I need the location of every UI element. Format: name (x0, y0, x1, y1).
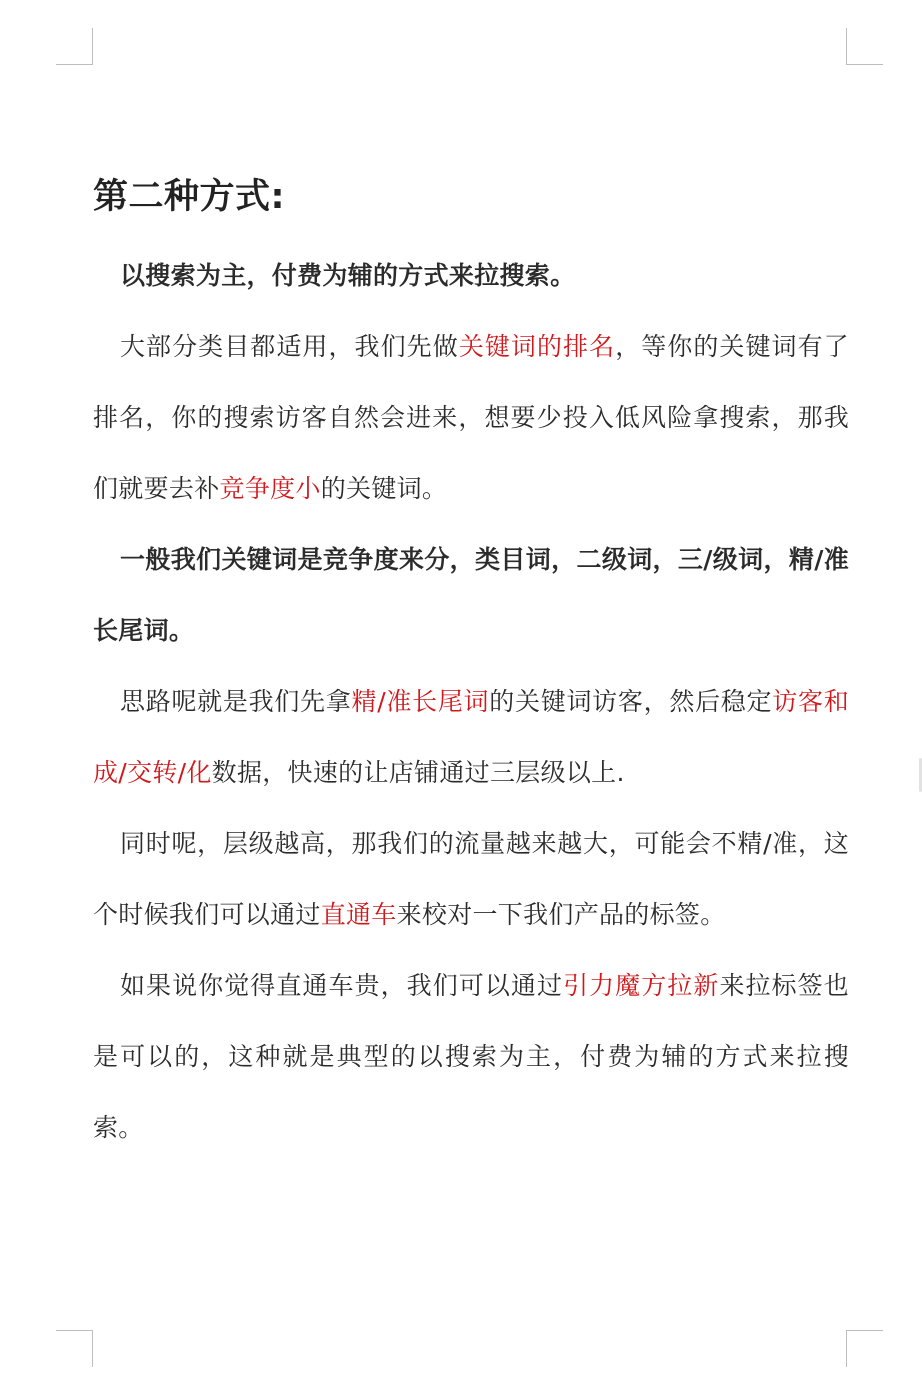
text-run: 大部分类目都适用，我们先做 (120, 332, 459, 361)
crop-mark-top-right (846, 28, 883, 65)
text-run: 同时呢，层级越高，那我们的流量越来越大，可能会不精/准，这个时候我们可以通过 (93, 829, 850, 929)
text-run: 的关键词。 (320, 474, 448, 503)
text-run: 来拉标签也是可以的，这种就是典型的以搜索为主，付费为辅的方式来拉搜索。 (93, 971, 849, 1142)
text-run: 思路呢就是我们先拿 (120, 687, 352, 716)
paragraph-keyword-ranking (93, 311, 849, 524)
crop-mark-bottom-right (846, 1330, 883, 1367)
section-heading: 第二种方式: (93, 177, 285, 217)
highlight-keyword-ranking: 关键词的排名 (458, 332, 616, 361)
highlight-through-train: 直通车 (320, 900, 397, 929)
paragraph-approach (93, 666, 849, 808)
crop-mark-top-left (56, 28, 93, 65)
paragraph-through-train (93, 808, 849, 950)
text-run: 的关键词访客，然后稳定 (489, 687, 773, 716)
highlight-visitor-conversion: 访客和成/交转/化 (93, 687, 849, 787)
text-run: 如果说你觉得直通车贵，我们可以通过 (120, 971, 564, 1000)
text-run: ，等你的关键词有了排名，你的搜索访客自然会进来，想要少投入低风险拿搜索，那我们就要去补 (93, 332, 849, 503)
paragraph-alternative (93, 950, 849, 1163)
text-run: 数据，快速的让店铺通过三层级以上. (211, 758, 625, 787)
highlight-low-competition: 竞争度小 (219, 474, 321, 503)
text-run: 来校对一下我们产品的标签。 (396, 900, 726, 929)
highlight-gravity-cube: 引力魔方拉新 (563, 971, 720, 1000)
paragraph-keyword-levels: 一般我们关键词是竞争度来分，类目词，二级词，三/级词，精/准长尾词。 (93, 545, 849, 645)
highlight-long-tail: 精/准长尾词 (351, 687, 490, 716)
document-body (93, 168, 849, 1163)
crop-mark-bottom-left (56, 1330, 93, 1367)
paragraph-strategy: 以搜索为主，付费为辅的方式来拉搜索。 (120, 261, 576, 290)
